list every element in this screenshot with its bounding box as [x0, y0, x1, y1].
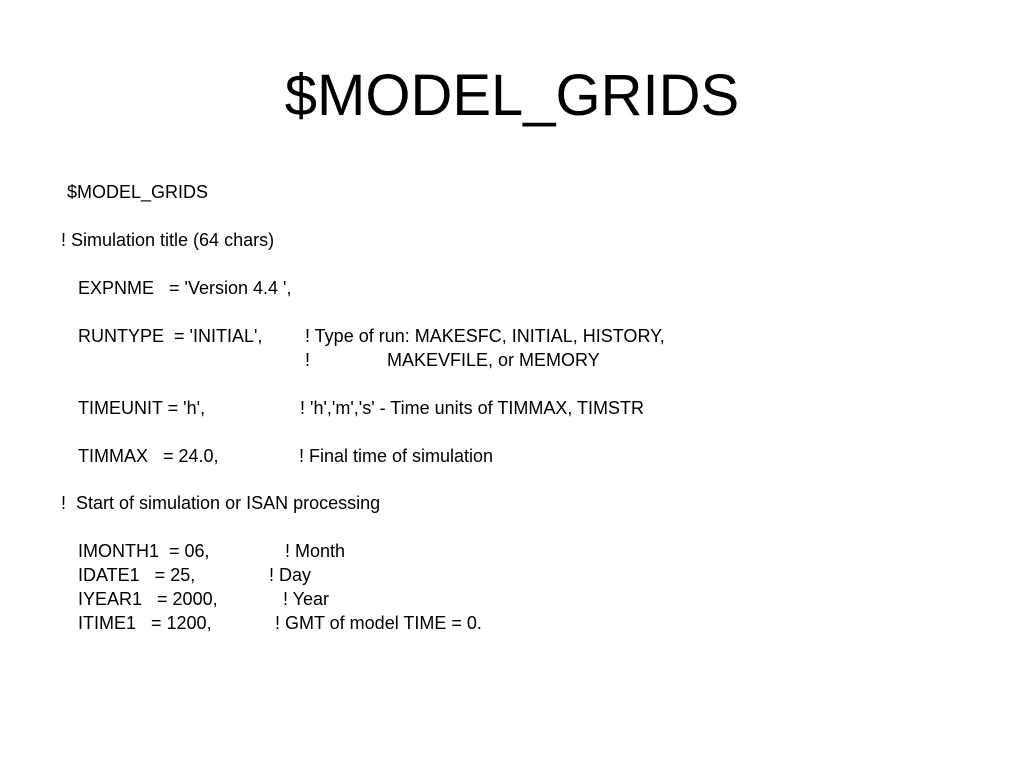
comment-simulation-start: ! Start of simulation or ISAN processing — [61, 493, 381, 513]
comment-simulation-title: ! Simulation title (64 chars) — [61, 230, 275, 250]
runtype-comment-mark: ! — [305, 350, 311, 370]
iyear1-comment: ! Year — [283, 589, 330, 609]
imonth1-comment: ! Month — [285, 541, 346, 561]
expnme-assignment: EXPNME = 'Version 4.4 ', — [78, 278, 292, 298]
imonth1-assignment: IMONTH1 = 06, — [78, 541, 210, 561]
runtype-assignment: RUNTYPE = 'INITIAL', — [78, 326, 263, 346]
slide-title: $MODEL_GRIDS — [284, 63, 740, 128]
timmax-assignment: TIMMAX = 24.0, — [78, 446, 219, 466]
namelist-header: $MODEL_GRIDS — [67, 182, 209, 202]
runtype-comment: ! Type of run: MAKESFC, INITIAL, HISTORY, — [305, 326, 665, 346]
timeunit-assignment: TIMEUNIT = 'h', — [78, 398, 206, 418]
timmax-comment: ! Final time of simulation — [299, 446, 494, 466]
itime1-assignment: ITIME1 = 1200, — [78, 613, 212, 633]
idate1-comment: ! Day — [269, 565, 312, 585]
itime1-comment: ! GMT of model TIME = 0. — [275, 613, 482, 633]
idate1-assignment: IDATE1 = 25, — [78, 565, 196, 585]
timeunit-comment: ! 'h','m','s' - Time units of TIMMAX, TIMSTR — [300, 398, 645, 418]
runtype-comment-continued: MAKEVFILE, or MEMORY — [387, 350, 600, 370]
iyear1-assignment: IYEAR1 = 2000, — [78, 589, 218, 609]
